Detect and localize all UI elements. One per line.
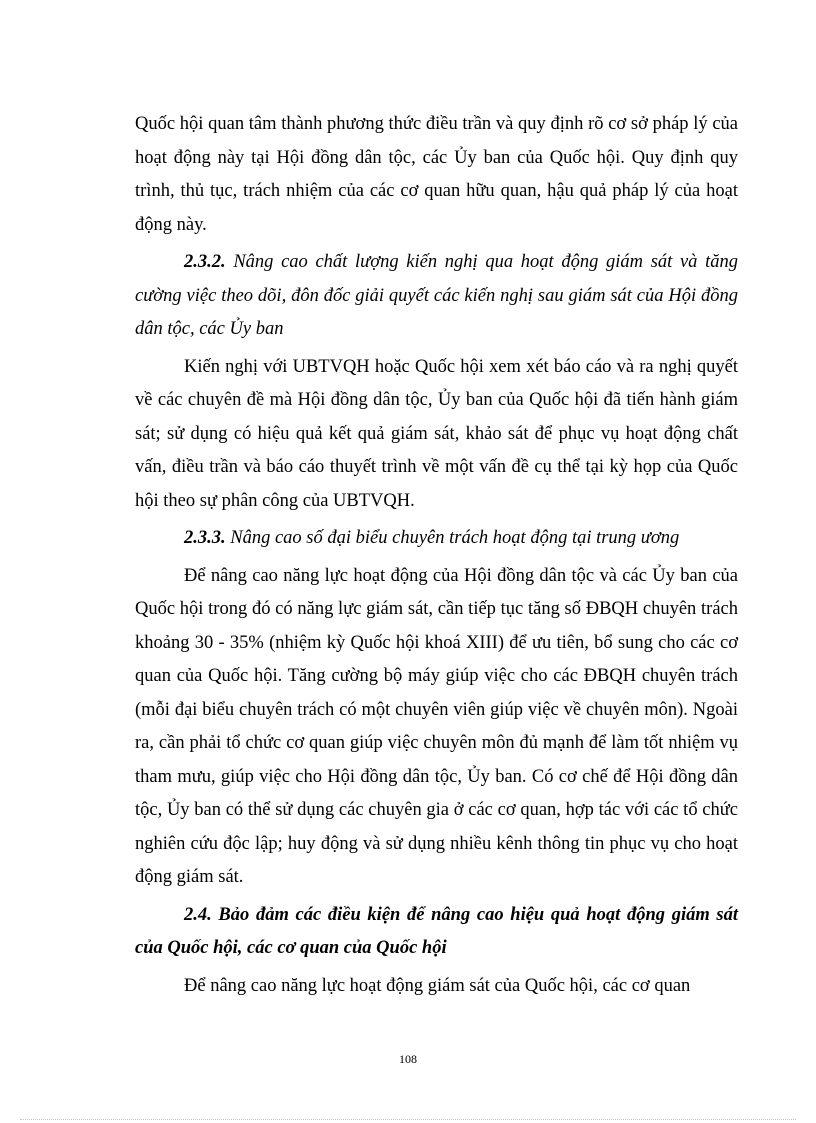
heading-2-3-2 — [135, 246, 738, 347]
heading-2-3-3-number: 2.3.3. — [184, 528, 226, 548]
heading-2-3-2-number: 2.3.2. — [184, 252, 226, 272]
page-number: 108 — [399, 1052, 417, 1066]
body-text — [135, 108, 738, 1003]
heading-2-3-3-text: Nâng cao số đại biểu chuyên trách hoạt động tại trung ương — [230, 528, 680, 548]
page-bottom-divider — [20, 1119, 796, 1120]
heading-2-3-3 — [135, 522, 738, 556]
paragraph-recommendations: Kiến nghị với UBTVQH hoặc Quốc hội xem xét báo cáo và ra nghị quyết về các chuyên đề mà Hội đồng dân tộc, Ủy ban của Quốc hội đã tiến hành giám sát; sử dụng có hiệu quả kết quả giám sát, khảo sát để phục vụ hoạt động chất vấn, điều trần và báo cáo thuyết trình về một vấn đề cụ thể tại kỳ họp của Quốc hội theo sự phân công của UBTVQH. — [135, 356, 738, 511]
paragraph-intro: Quốc hội quan tâm thành phương thức điều trần và quy định rõ cơ sở pháp lý của hoạt động này tại Hội đồng dân tộc, các Ủy ban của Quốc hội. Quy định quy trình, thủ tục, trách nhiệm của các cơ quan hữu quan, hậu quả pháp lý của hoạt động này. — [135, 114, 738, 235]
paragraph-delegates: Để nâng cao năng lực hoạt động của Hội đồng dân tộc và các Ủy ban của Quốc hội trong đó có năng lực giám sát, cần tiếp tục tăng số ĐBQH chuyên trách khoảng 30 - 35% (nhiệm kỳ Quốc hội khoá XIII) để ưu tiên, bổ sung cho các cơ quan của Quốc hội. Tăng cường bộ máy giúp việc cho các ĐBQH chuyên trách (mỗi đại biểu chuyên trách có một chuyên viên giúp việc về chuyên môn). Ngoài ra, cần phải tổ chức cơ quan giúp việc chuyên môn đủ mạnh để làm tốt nhiệm vụ tham mưu, giúp việc cho Hội đồng dân tộc, Ủy ban. Có cơ chế để Hội đồng dân tộc, Ủy ban có thể sử dụng các chuyên gia ở các cơ quan, hợp tác với các tổ chức nghiên cứu độc lập; huy động và sử dụng nhiều kênh thông tin phục vụ cho hoạt động giám sát. — [135, 565, 738, 887]
paragraph-capacity: Để nâng cao năng lực hoạt động giám sát của Quốc hội, các cơ quan — [184, 975, 691, 996]
heading-2-4: 2.4. Bảo đảm các điều kiện để nâng cao hiệu quả hoạt động giám sát của Quốc hội, các cơ quan của Quốc hội — [135, 904, 738, 958]
heading-2-3-2-text: Nâng cao chất lượng kiến nghị qua hoạt động giám sát và tăng cường việc theo dõi, đôn đốc giải quyết các kiến nghị sau giám sát của Hội đồng dân tộc, các Ủy ban — [135, 252, 738, 339]
